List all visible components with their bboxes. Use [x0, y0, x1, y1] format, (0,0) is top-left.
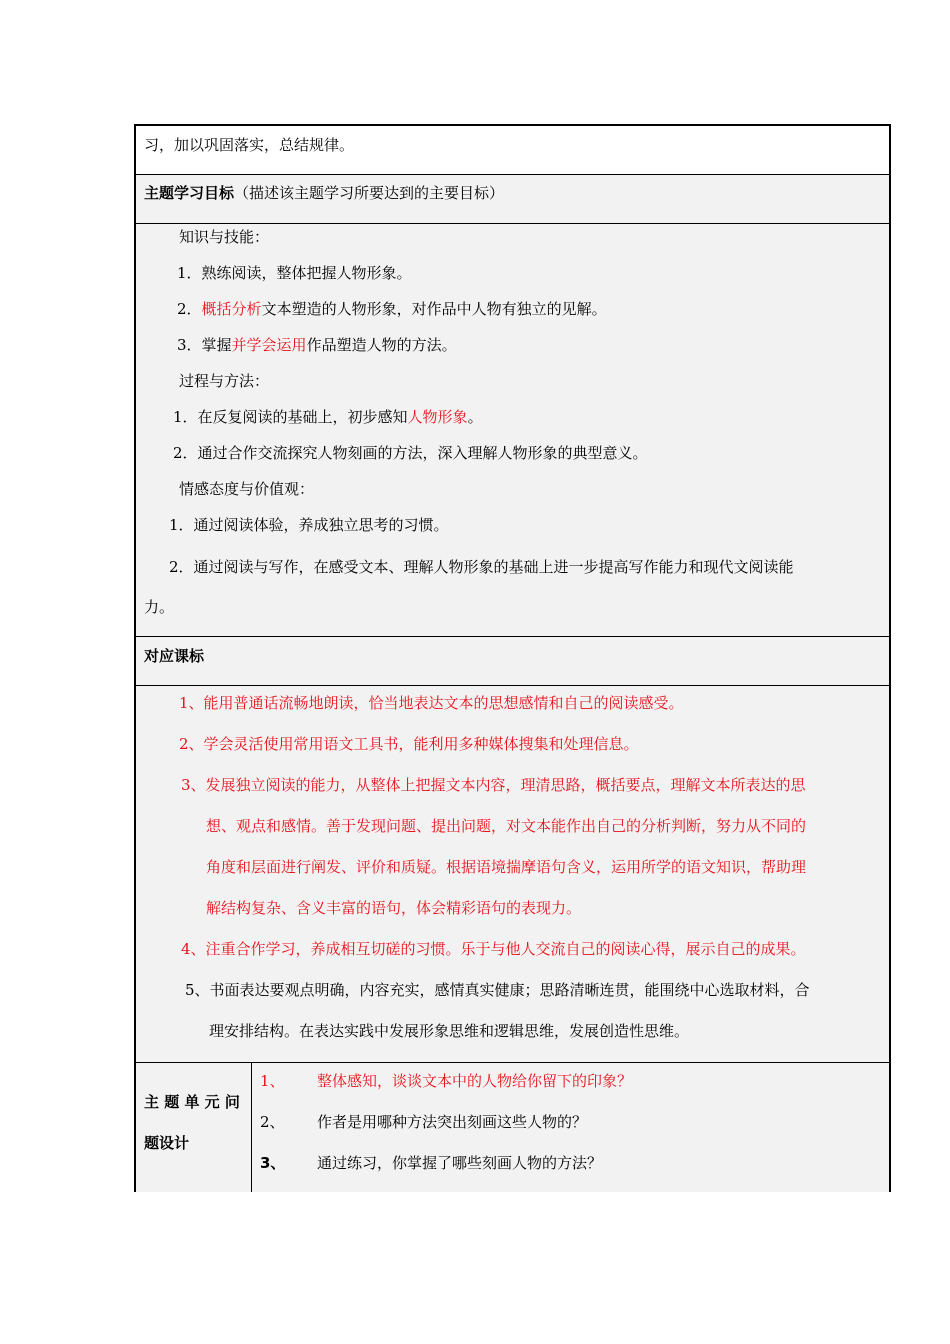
knowledge-item-3-pre: 3．掌握 [177, 336, 232, 354]
knowledge-item-1: 1．熟练阅读，整体把握人物形象。 [177, 264, 412, 282]
process-item-1-highlight: 人物形象 [407, 408, 468, 426]
process-item-2: 2．通过合作交流探究人物刻画的方法，深入理解人物形象的典型意义。 [173, 444, 648, 462]
questions-label-line2: 题设计 [144, 1134, 190, 1152]
emotion-item-2-line1: 2．通过阅读与写作，在感受文本、理解人物形象的基础上进一步提高写作能力和现代文阅读能 [169, 558, 794, 576]
lesson-plan-table [134, 124, 891, 1192]
knowledge-item-3-rest: 作品塑造人物的方法。 [306, 336, 457, 354]
goal-header [144, 183, 504, 203]
standard-5-line2: 理安排结构。在表达实践中发展形象思维和逻辑思维，发展创造性思维。 [209, 1022, 690, 1040]
standard-3-line1: 3、发展独立阅读的能力，从整体上把握文本内容，理清思路，概括要点，理解文本所表达的思 [181, 776, 806, 794]
standards-header: 对应课标 [144, 647, 205, 665]
row-questions [136, 1063, 889, 1192]
standard-1: 1、能用普通话流畅地朗读，恰当地表达文本的思想感情和自己的阅读感受。 [179, 694, 684, 712]
question-3-num: 3、 [260, 1154, 286, 1172]
question-1-num: 1、 [260, 1072, 285, 1090]
question-2-text: 作者是用哪种方法突出刻画这些人物的？ [317, 1113, 588, 1131]
goal-header-note: （描述该主题学习所要达到的主要目标） [234, 184, 505, 202]
process-item-1-pre: 1．在反复阅读的基础上，初步感知 [173, 408, 408, 426]
standard-3-line2: 想、观点和感情。善于发现问题、提出问题，对文本能作出自己的分析判断，努力从不同的 [206, 817, 807, 835]
standard-2: 2、学会灵活使用常用语文工具书，能利用多种媒体搜集和处理信息。 [179, 735, 639, 753]
goal-header-title: 主题学习目标 [144, 184, 235, 202]
emotion-item-2-line2: 力。 [144, 598, 175, 616]
knowledge-item-3-highlight: 并学会运用 [231, 336, 307, 354]
row-standards [136, 686, 889, 1063]
knowledge-item-3 [177, 335, 457, 355]
knowledge-item-2 [177, 299, 607, 319]
process-item-1-end: 。 [467, 408, 483, 426]
knowledge-item-2-num: 2． [177, 300, 202, 318]
questions-label-line1: 主 题 单 元 问 [144, 1093, 240, 1111]
row-goals [136, 224, 889, 637]
row-goal-header [136, 175, 889, 224]
standard-4: 4、注重合作学习，养成相互切磋的习惯。乐于与他人交流自己的阅读心得，展示自己的成果。 [181, 940, 806, 958]
emotion-title: 情感态度与价值观： [179, 480, 315, 498]
process-title: 过程与方法： [179, 372, 270, 390]
process-item-1 [173, 407, 483, 427]
question-2-num: 2、 [260, 1113, 285, 1131]
question-1-text: 整体感知，谈谈文本中的人物给你留下的印象？ [317, 1072, 633, 1090]
row-standards-header [136, 637, 889, 686]
column-divider [251, 1063, 252, 1192]
question-3-text: 通过练习，你掌握了哪些刻画人物的方法？ [317, 1154, 603, 1172]
standard-3-line3: 角度和层面进行阐发、评价和质疑。根据语境揣摩语句含义，运用所学的语文知识，帮助理 [206, 858, 807, 876]
row-continuation [136, 126, 889, 175]
standard-3-line4: 解结构复杂、含义丰富的语句，体会精彩语句的表现力。 [206, 899, 582, 917]
knowledge-item-2-highlight: 概括分析 [201, 300, 262, 318]
continuation-text: 习，加以巩固落实，总结规律。 [144, 136, 355, 154]
emotion-item-1: 1．通过阅读体验，养成独立思考的习惯。 [169, 516, 449, 534]
knowledge-title: 知识与技能： [179, 228, 270, 246]
knowledge-item-2-rest: 文本塑造的人物形象，对作品中人物有独立的见解。 [261, 300, 607, 318]
standard-5-line1: 5、书面表达要观点明确，内容充实，感情真实健康；思路清晰连贯，能围绕中心选取材料，合 [185, 981, 810, 999]
